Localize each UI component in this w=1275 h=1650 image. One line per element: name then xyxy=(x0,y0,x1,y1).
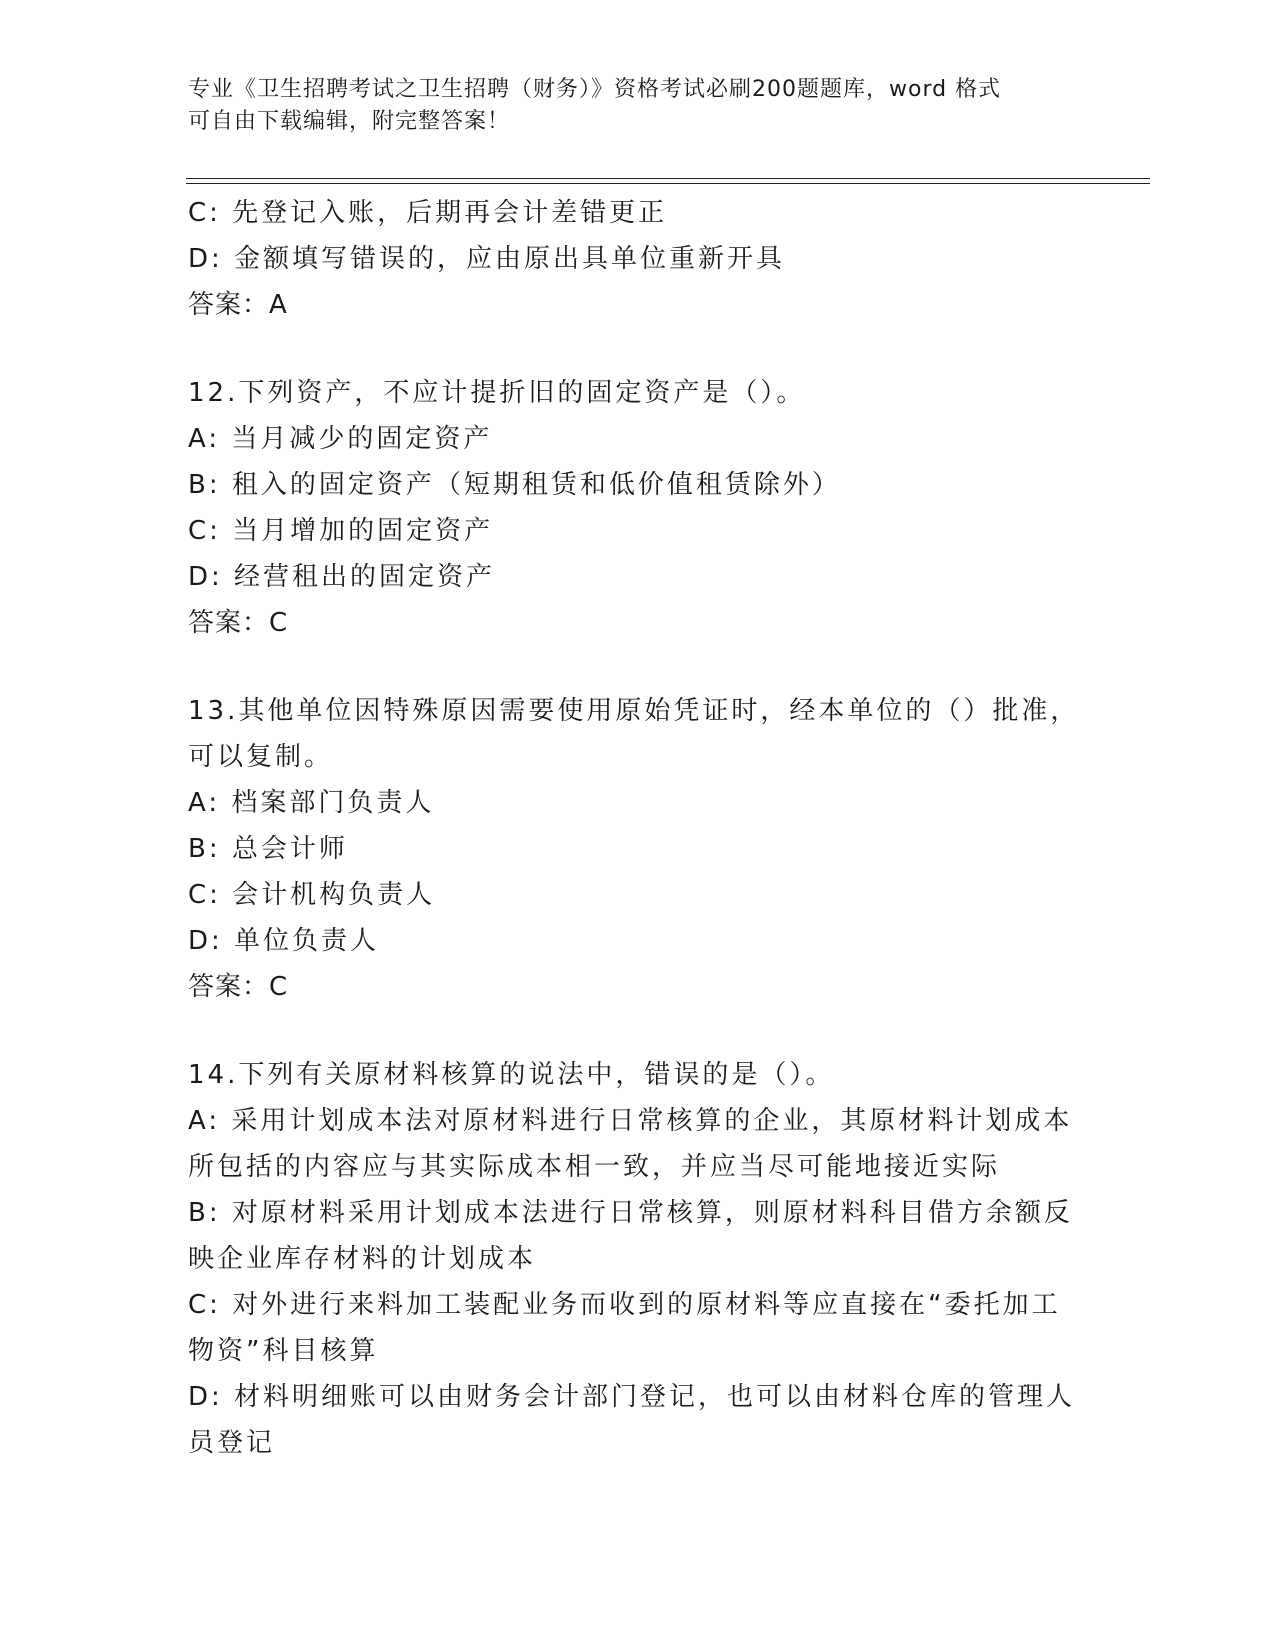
q12-option-c: C: 当月增加的固定资产 xyxy=(188,516,494,546)
q13-option-d: D: 单位负责人 xyxy=(188,926,380,956)
header-divider-top xyxy=(186,178,1150,179)
q14-option-c-line-2: 物资”科目核算 xyxy=(188,1336,379,1366)
question-11 xyxy=(188,190,1088,328)
question-13 xyxy=(188,688,1088,1010)
header-line-1: 专业《卫生招聘考试之卫生招聘（财务）》资格考试必刷200题题库，word 格式 xyxy=(188,77,1002,102)
q14-option-c-line-1: C: 对外进行来料加工装配业务而收到的原材料等应直接在“委托加工 xyxy=(188,1290,1061,1320)
question-12 xyxy=(188,370,1088,646)
q14-option-d-line-1: D: 材料明细账可以由财务会计部门登记，也可以由材料仓库的管理人 xyxy=(188,1382,1076,1412)
q12-option-d: D: 经营租出的固定资产 xyxy=(188,562,496,592)
header-line-2: 可自由下载编辑，附完整答案！ xyxy=(188,109,511,134)
q13-title-line-2: 可以复制。 xyxy=(188,742,334,772)
q13-option-c: C: 会计机构负责人 xyxy=(188,880,436,910)
q13-title-line-1: 13.其他单位因特殊原因需要使用原始凭证时，经本单位的（）批准， xyxy=(188,696,1080,726)
q11-option-d: D: 金额填写错误的，应由原出具单位重新开具 xyxy=(188,244,786,274)
q11-answer: 答案：A xyxy=(188,290,288,320)
q14-option-d-line-2: 员登记 xyxy=(188,1428,276,1458)
q14-option-b-line-2: 映企业库存材料的计划成本 xyxy=(188,1244,537,1274)
question-14 xyxy=(188,1052,1088,1466)
q14-option-a-line-2: 所包括的内容应与其实际成本相一致，并应当尽可能地接近实际 xyxy=(188,1152,1001,1182)
q11-option-c: C: 先登记入账，后期再会计差错更正 xyxy=(188,198,668,228)
q12-answer: 答案：C xyxy=(188,608,289,638)
header-divider-bottom xyxy=(186,183,1150,184)
question-list xyxy=(188,190,1088,1466)
q14-title: 14.下列有关原材料核算的说法中，错误的是（）。 xyxy=(188,1060,835,1090)
q12-option-a: A: 当月减少的固定资产 xyxy=(188,424,493,454)
q13-answer: 答案：C xyxy=(188,972,289,1002)
q13-option-a: A: 档案部门负责人 xyxy=(188,788,435,818)
q13-option-b: B: 总会计师 xyxy=(188,834,348,864)
q14-option-a-line-1: A: 采用计划成本法对原材料进行日常核算的企业，其原材料计划成本 xyxy=(188,1106,1073,1136)
q12-option-b: B: 租入的固定资产（短期租赁和低价值租赁除外） xyxy=(188,470,841,500)
q14-option-b-line-1: B: 对原材料采用计划成本法进行日常核算，则原材料科目借方余额反 xyxy=(188,1198,1073,1228)
document-header xyxy=(188,74,1088,138)
q12-title: 12.下列资产，不应计提折旧的固定资产是（）。 xyxy=(188,378,806,408)
